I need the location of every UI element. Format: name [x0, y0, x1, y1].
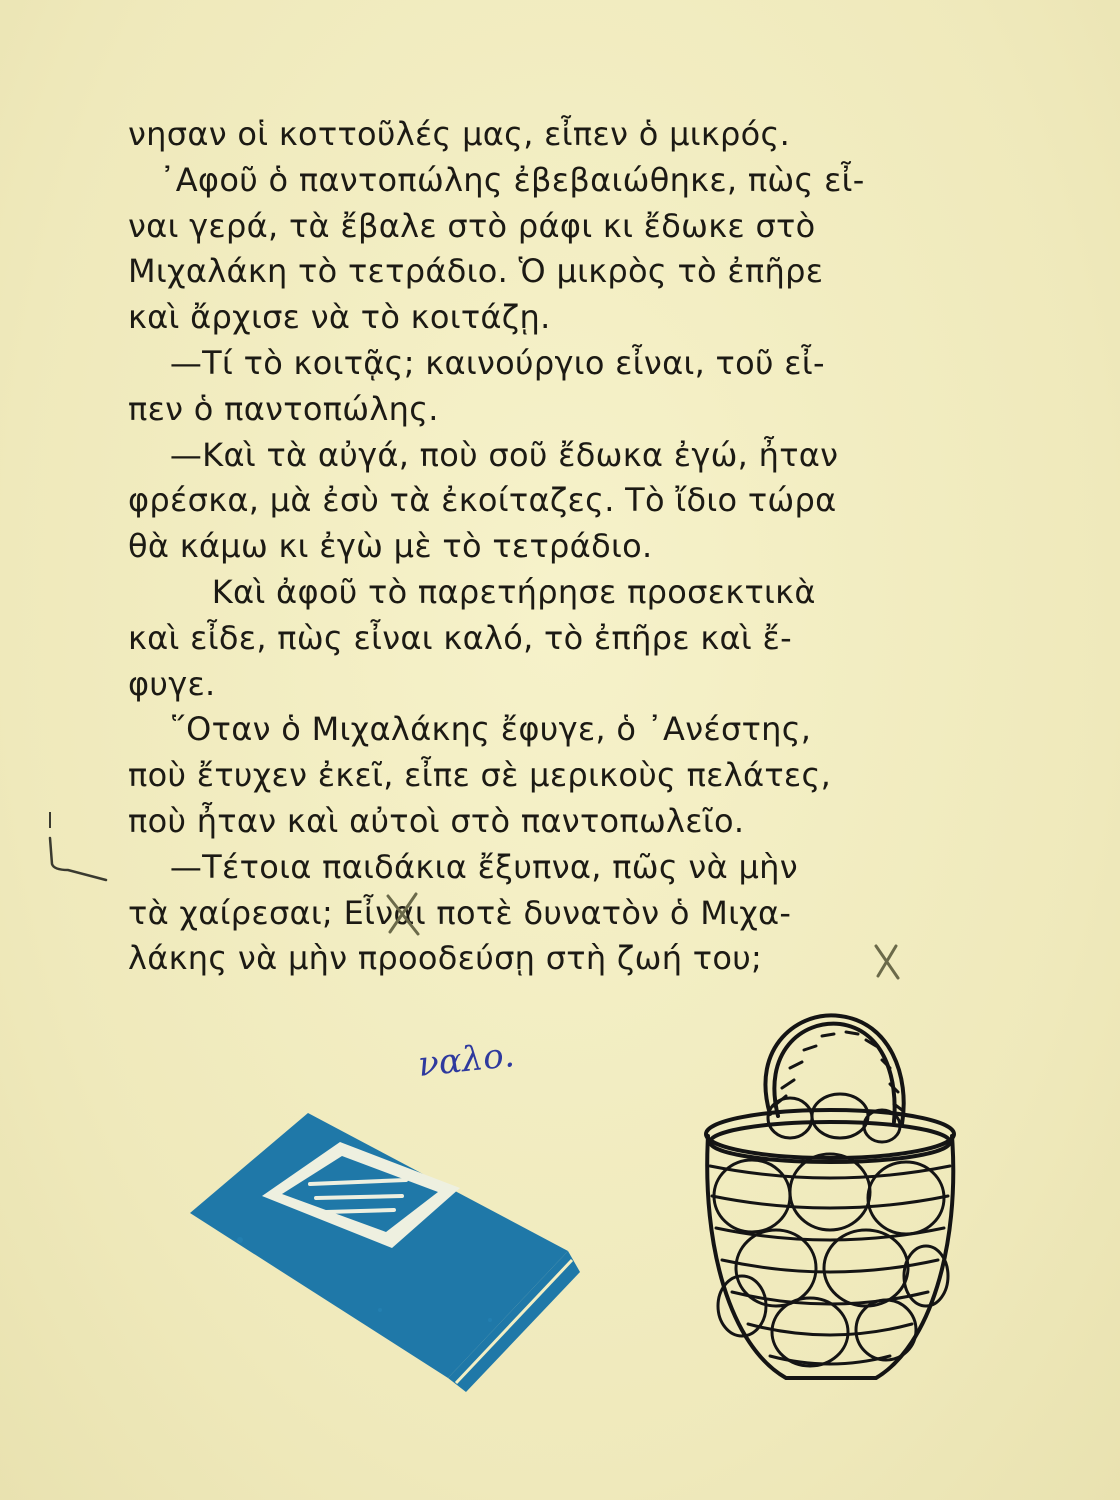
text-line: ποὺ ἦταν καὶ αὐτοὶ στὸ παντοπωλεῖο.: [128, 801, 745, 840]
text-line: Μιχαλάκη τὸ τετράδιο. Ὁ μικρὸς τὸ ἐπῆρε: [128, 252, 824, 291]
text-line: τὰ χαίρεσαι; Εἶναι ποτὲ δυνατὸν ὁ Μιχα-: [128, 893, 792, 932]
text-line: πεν ὁ παντοπώλης.: [128, 389, 439, 428]
story-text: [128, 112, 968, 982]
text-line: ποὺ ἔτυχεν ἐκεῖ, εἶπε σὲ μερικοὺς πελάτες,: [128, 756, 832, 795]
text-line: νησαν οἱ κοττοῦλές μας, εἶπεν ὁ μικρός.: [128, 115, 791, 153]
notebook-illustration: [180, 1100, 590, 1400]
text-line: ναι γερά, τὰ ἔβαλε στὸ ράφι κι ἔδωκε στὸ: [128, 206, 816, 245]
text-line: —Καὶ τὰ αὐγά, ποὺ σοῦ ἔδωκα ἐγώ, ἦταν: [128, 435, 839, 474]
pencil-cross-mark: [870, 942, 904, 982]
text-line: καὶ ἄρχισε νὰ τὸ κοιτάζῃ.: [128, 298, 551, 337]
text-line: Καὶ ἀφοῦ τὸ παρετήρησε προσεκτικὰ: [128, 572, 816, 611]
text-line: φρέσκα, μὰ ἐσὺ τὰ ἐκοίταζες. Τὸ ἴδιο τώρα: [128, 481, 837, 520]
egg-basket-illustration: [690, 1006, 970, 1386]
text-line: φυγε.: [128, 664, 216, 703]
text-line: καὶ εἶδε, πὼς εἶναι καλό, τὸ ἐπῆρε καὶ ἔ-: [128, 618, 792, 657]
text-line: θὰ κάμω κι ἐγὼ μὲ τὸ τετράδιο.: [128, 527, 653, 566]
handwritten-note: ναλο.: [416, 1035, 517, 1085]
text-line: ῞Οταν ὁ Μιχαλάκης ἔφυγε, ὁ ᾽Ανέστης,: [128, 710, 812, 749]
margin-mark: [40, 808, 120, 888]
text-line: λάκης νὰ μὴν προοδεύσῃ στὴ ζωή του;: [128, 939, 763, 978]
text-line: —Τέτοια παιδάκια ἔξυπνα, πῶς νὰ μὴν: [128, 847, 798, 886]
pencil-cross-mark: [382, 890, 426, 940]
text-line: —Τί τὸ κοιτᾷς; καινούργιο εἶναι, τοῦ εἶ-: [128, 343, 825, 382]
text-line: ᾽Αφοῦ ὁ παντοπώλης ἐβεβαιώθηκε, πὼς εἶ-: [128, 160, 865, 199]
